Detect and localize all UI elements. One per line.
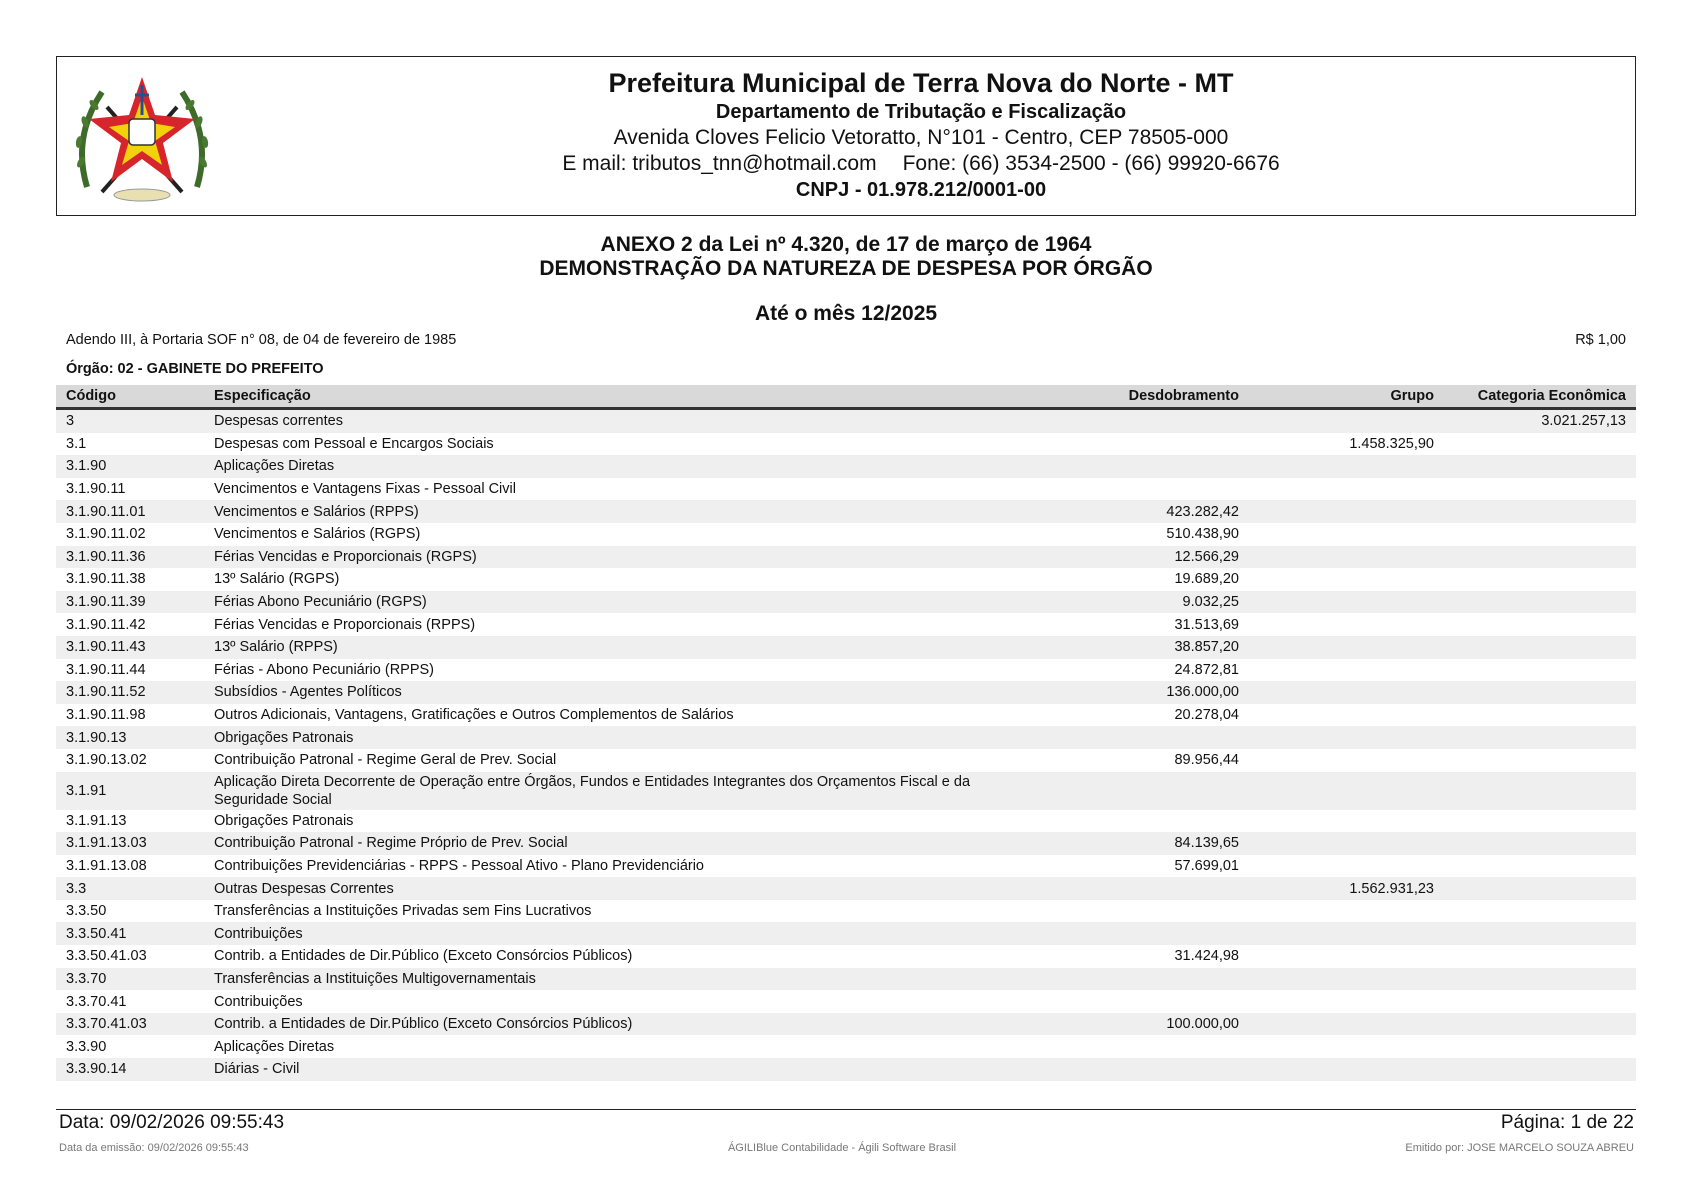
cell-codigo: 3.3.50 <box>66 903 107 920</box>
cell-codigo: 3.3.70.41.03 <box>56 1013 204 1036</box>
report-title-line2: DEMONSTRAÇÃO DA NATUREZA DE DESPESA POR ÓRGÃO <box>539 257 1153 280</box>
cell-desdobramento: 89.956,44 <box>1174 752 1239 769</box>
table-row <box>56 523 1636 546</box>
cell-desdobramento: 31.424,98 <box>1174 948 1239 965</box>
cell-grupo <box>1249 1058 1444 1081</box>
cell-desdobramento: 31.513,69 <box>1174 616 1239 633</box>
cell-desdobramento <box>1054 877 1249 900</box>
table-row <box>56 433 1636 456</box>
cell-desdobramento <box>1054 478 1249 501</box>
cell-desdobramento <box>1054 968 1249 991</box>
contact-line <box>247 151 1595 177</box>
address: Avenida Cloves Felicio Vetoratto, N°101 - Centro, CEP 78505-000 <box>613 126 1229 149</box>
cell-grupo <box>1249 900 1444 923</box>
cell-grupo <box>1249 500 1444 523</box>
cell-desdobramento <box>1054 726 1249 749</box>
cell-especificacao: Aplicação Direta Decorrente de Operação entre Órgãos, Fundos e Entidades Integrantes dos Orçamentos Fiscal e da Seguridade Social <box>204 772 1054 810</box>
page-number: Página: 1 de 22 <box>1500 1112 1634 1133</box>
emission-date: Data da emissão: 09/02/2026 09:55:43 <box>59 1142 249 1154</box>
table-row <box>56 704 1636 727</box>
cell-grupo <box>1249 704 1444 727</box>
cell-codigo: 3.1.91 <box>56 772 204 810</box>
legal-reference: Adendo III, à Portaria SOF n° 08, de 04 de fevereiro de 1985 <box>66 332 457 348</box>
table-row <box>56 478 1636 501</box>
cell-grupo: 1.458.325,90 <box>1349 435 1434 452</box>
table-body <box>56 409 1636 1081</box>
cell-especificacao: Aplicações Diretas <box>214 1038 335 1055</box>
cell-categoria <box>1444 1013 1636 1036</box>
cell-categoria <box>1444 855 1636 878</box>
cell-categoria <box>1444 900 1636 923</box>
table-row <box>56 681 1636 704</box>
cell-codigo: 3.1.90.13 <box>56 726 204 749</box>
cell-grupo <box>1249 1013 1444 1036</box>
cell-codigo: 3.1.90.13.02 <box>66 752 147 769</box>
cell-grupo <box>1249 455 1444 478</box>
cell-especificacao: Vencimentos e Vantagens Fixas - Pessoal Civil <box>214 481 516 498</box>
table-row <box>56 900 1636 923</box>
cell-codigo: 3.1.90.11.52 <box>56 681 204 704</box>
cell-codigo: 3.1.90.11.38 <box>66 571 146 588</box>
cell-especificacao: Férias Vencidas e Proporcionais (RPPS) <box>214 616 476 633</box>
cell-grupo <box>1249 832 1444 855</box>
department-name: Departamento de Tributação e Fiscalização <box>715 101 1127 123</box>
table-row <box>56 726 1636 749</box>
cell-especificacao: Contribuição Patronal - Regime Próprio de Prev. Social <box>204 832 1054 855</box>
cell-desdobramento: 19.689,20 <box>1174 571 1239 588</box>
report-title-line1: ANEXO 2 da Lei nº 4.320, de 17 de março de 1964 <box>600 233 1092 256</box>
table-row <box>56 1058 1636 1081</box>
table-row <box>56 810 1636 833</box>
cell-codigo: 3 <box>56 409 204 433</box>
cell-especificacao: Férias Abono Pecuniário (RGPS) <box>204 591 1054 614</box>
table-row <box>56 409 1636 433</box>
cell-especificacao: Contrib. a Entidades de Dir.Público (Exceto Consórcios Públicos) <box>204 1013 1054 1036</box>
cell-categoria <box>1444 591 1636 614</box>
cell-especificacao: Contrib. a Entidades de Dir.Público (Exceto Consórcios Públicos) <box>214 948 633 965</box>
cnpj: CNPJ - 01.978.212/0001-00 <box>795 179 1047 201</box>
expense-table <box>56 385 1636 1081</box>
cell-especificacao: Contribuição Patronal - Regime Geral de Prev. Social <box>214 752 557 769</box>
cell-categoria <box>1444 478 1636 501</box>
cell-grupo <box>1249 409 1444 433</box>
cell-categoria <box>1444 500 1636 523</box>
cell-grupo <box>1249 636 1444 659</box>
cell-codigo: 3.1.90.11.44 <box>66 661 146 678</box>
cell-codigo: 3.1 <box>66 435 87 452</box>
cell-categoria <box>1444 749 1636 772</box>
cell-especificacao: 13º Salário (RGPS) <box>214 571 340 588</box>
table-row <box>56 990 1636 1013</box>
cell-codigo: 3.3.70 <box>56 968 204 991</box>
cell-codigo: 3.1.90.11.98 <box>66 707 146 724</box>
cell-categoria <box>1444 922 1636 945</box>
cell-categoria <box>1444 546 1636 569</box>
cell-especificacao: Diárias - Civil <box>204 1058 1054 1081</box>
cell-especificacao: Obrigações Patronais <box>204 726 1054 749</box>
cell-grupo <box>1249 659 1444 682</box>
cell-grupo <box>1249 945 1444 968</box>
cell-categoria <box>1444 659 1636 682</box>
cell-desdobramento <box>1054 1058 1249 1081</box>
cell-categoria <box>1444 455 1636 478</box>
cell-codigo: 3.1.90.11.43 <box>56 636 204 659</box>
cell-desdobramento <box>1054 409 1249 433</box>
table-row <box>56 1013 1636 1036</box>
cell-categoria: 3.021.257,13 <box>1444 409 1636 433</box>
table-row <box>56 922 1636 945</box>
cell-grupo <box>1249 478 1444 501</box>
cell-codigo: 3.1.90.11.02 <box>66 526 146 543</box>
municipality-title: Prefeitura Municipal de Terra Nova do Norte - MT <box>608 68 1234 98</box>
cell-codigo: 3.1.90.11.42 <box>66 616 146 633</box>
cell-categoria <box>1444 726 1636 749</box>
table-header-row <box>56 385 1636 409</box>
table-row <box>56 659 1636 682</box>
software-credit: ÁGILIBlue Contabilidade - Ágili Software Brasil <box>727 1142 957 1154</box>
table-row <box>56 749 1636 772</box>
cell-codigo: 3.3.90.14 <box>56 1058 204 1081</box>
cell-grupo <box>1249 726 1444 749</box>
table-row <box>56 546 1636 569</box>
cell-grupo <box>1249 546 1444 569</box>
cell-grupo <box>1249 613 1444 636</box>
cell-especificacao: Contribuições Previdenciárias - RPPS - Pessoal Ativo - Plano Previdenciário <box>214 857 704 874</box>
cell-grupo <box>1249 968 1444 991</box>
header-codigo: Código <box>56 385 204 409</box>
header-text <box>247 67 1595 203</box>
table-row <box>56 500 1636 523</box>
cell-grupo <box>1249 772 1444 810</box>
cell-especificacao: Despesas com Pessoal e Encargos Sociais <box>214 435 494 452</box>
cell-codigo: 3.3.70.41 <box>66 993 127 1010</box>
table-row <box>56 772 1636 810</box>
cell-desdobramento: 24.872,81 <box>1174 661 1239 678</box>
cell-categoria <box>1444 945 1636 968</box>
cell-desdobramento: 20.278,04 <box>1174 707 1239 724</box>
cell-especificacao: Vencimentos e Salários (RGPS) <box>214 526 421 543</box>
cell-categoria <box>1444 877 1636 900</box>
issued-by: Emitido por: JOSE MARCELO SOUZA ABREU <box>1405 1142 1634 1154</box>
table-row <box>56 1035 1636 1058</box>
cell-desdobramento <box>1054 455 1249 478</box>
cell-categoria <box>1444 1058 1636 1081</box>
header-grupo: Grupo <box>1249 385 1444 409</box>
cell-codigo: 3.1.91.13.08 <box>66 857 147 874</box>
cell-categoria <box>1444 1035 1636 1058</box>
cell-categoria <box>1444 810 1636 833</box>
cell-desdobramento: 100.000,00 <box>1054 1013 1249 1036</box>
header-desdobramento: Desdobramento <box>1054 385 1249 409</box>
cell-grupo <box>1249 523 1444 546</box>
cell-grupo <box>1249 591 1444 614</box>
cell-grupo <box>1249 922 1444 945</box>
table-row <box>56 945 1636 968</box>
cell-grupo <box>1249 855 1444 878</box>
table-row <box>56 855 1636 878</box>
municipal-crest-icon <box>67 67 217 207</box>
cell-grupo <box>1249 1035 1444 1058</box>
table-row <box>56 832 1636 855</box>
cell-categoria <box>1444 832 1636 855</box>
cell-especificacao: 13º Salário (RPPS) <box>204 636 1054 659</box>
cell-grupo <box>1249 990 1444 1013</box>
cell-grupo <box>1249 749 1444 772</box>
table-row <box>56 877 1636 900</box>
cell-desdobramento <box>1054 433 1249 456</box>
cell-especificacao: Outras Despesas Correntes <box>204 877 1054 900</box>
header-box <box>56 56 1636 216</box>
cell-especificacao: Férias - Abono Pecuniário (RPPS) <box>214 661 435 678</box>
cell-desdobramento <box>1054 810 1249 833</box>
cell-categoria <box>1444 636 1636 659</box>
cell-desdobramento <box>1054 772 1249 810</box>
table-row <box>56 568 1636 591</box>
cell-especificacao: Férias Vencidas e Proporcionais (RGPS) <box>204 546 1054 569</box>
cell-categoria <box>1444 613 1636 636</box>
cell-categoria <box>1444 968 1636 991</box>
cell-categoria <box>1444 772 1636 810</box>
cell-codigo: 3.1.90.11 <box>66 481 126 498</box>
cell-codigo: 3.3.50.41 <box>56 922 204 945</box>
cell-grupo <box>1249 681 1444 704</box>
cell-categoria <box>1444 990 1636 1013</box>
cell-especificacao: Transferências a Instituições Privadas sem Fins Lucrativos <box>214 903 592 920</box>
cell-especificacao: Transferências a Instituições Multigovernamentais <box>204 968 1054 991</box>
cell-categoria <box>1444 523 1636 546</box>
footer-date: Data: 09/02/2026 09:55:43 <box>59 1112 285 1133</box>
cell-desdobramento <box>1054 990 1249 1013</box>
cell-especificacao: Aplicações Diretas <box>204 455 1054 478</box>
cell-codigo: 3.1.90.11.01 <box>56 500 204 523</box>
cell-desdobramento: 423.282,42 <box>1054 500 1249 523</box>
report-period: Até o mês 12/2025 <box>754 302 938 325</box>
table-row <box>56 636 1636 659</box>
cell-especificacao: Vencimentos e Salários (RPPS) <box>204 500 1054 523</box>
cell-codigo: 3.1.91.13.03 <box>56 832 204 855</box>
cell-codigo: 3.1.90.11.39 <box>56 591 204 614</box>
cell-desdobramento: 510.438,90 <box>1166 526 1239 543</box>
currency-unit: R$ 1,00 <box>1575 332 1626 348</box>
table-row <box>56 591 1636 614</box>
cell-categoria <box>1444 568 1636 591</box>
cell-desdobramento: 57.699,01 <box>1174 857 1239 874</box>
cell-desdobramento <box>1054 922 1249 945</box>
cell-especificacao: Contribuições <box>204 922 1054 945</box>
cell-especificacao: Subsídios - Agentes Políticos <box>204 681 1054 704</box>
cell-grupo <box>1249 810 1444 833</box>
table-row <box>56 455 1636 478</box>
cell-codigo: 3.3.90 <box>66 1038 107 1055</box>
cell-codigo: 3.3 <box>56 877 204 900</box>
cell-especificacao: Outros Adicionais, Vantagens, Gratificações e Outros Complementos de Salários <box>214 707 734 724</box>
cell-desdobramento: 136.000,00 <box>1054 681 1249 704</box>
cell-grupo: 1.562.931,23 <box>1249 877 1444 900</box>
cell-categoria <box>1444 681 1636 704</box>
cell-especificacao: Despesas correntes <box>204 409 1054 433</box>
header-especificacao: Especificação <box>204 385 1054 409</box>
header-categoria: Categoria Econômica <box>1444 385 1636 409</box>
cell-desdobramento <box>1054 1035 1249 1058</box>
phone: Fone: (66) 3534-2500 - (66) 99920-6676 <box>902 152 1280 175</box>
cell-codigo: 3.1.91.13 <box>66 812 127 829</box>
cell-especificacao: Obrigações Patronais <box>214 812 354 829</box>
cell-desdobramento <box>1054 900 1249 923</box>
cell-grupo <box>1249 568 1444 591</box>
cell-codigo: 3.1.90 <box>56 455 204 478</box>
cell-desdobramento: 84.139,65 <box>1054 832 1249 855</box>
cell-categoria <box>1444 704 1636 727</box>
table-row <box>56 968 1636 991</box>
email: E mail: tributos_tnn@hotmail.com <box>562 152 877 175</box>
cell-desdobramento: 9.032,25 <box>1054 591 1249 614</box>
cell-codigo: 3.1.90.11.36 <box>56 546 204 569</box>
cell-desdobramento: 12.566,29 <box>1054 546 1249 569</box>
orgao-label: Órgão: 02 - GABINETE DO PREFEITO <box>66 361 324 377</box>
cell-desdobramento: 38.857,20 <box>1054 636 1249 659</box>
footer-divider <box>56 1109 1636 1110</box>
cell-categoria <box>1444 433 1636 456</box>
table-row <box>56 613 1636 636</box>
cell-codigo: 3.3.50.41.03 <box>66 948 147 965</box>
cell-especificacao: Contribuições <box>214 993 303 1010</box>
